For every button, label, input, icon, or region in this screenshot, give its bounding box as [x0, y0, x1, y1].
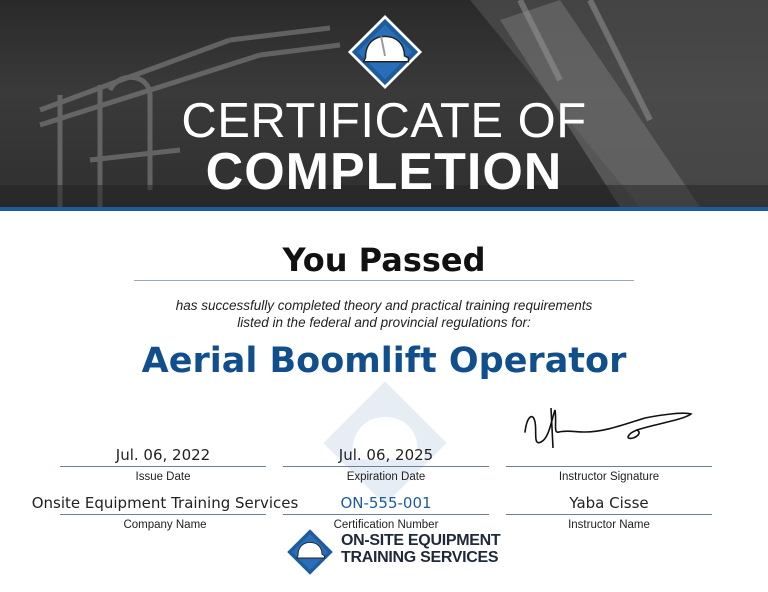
- instructor-name-field: [506, 493, 712, 532]
- footer-brand-line1: ON-SITE EQUIPMENT: [341, 532, 501, 549]
- expiration-date-label: Expiration Date: [346, 471, 426, 483]
- issue-date-value: Jul. 06, 2022: [115, 446, 211, 464]
- certification-number-line: [283, 514, 489, 515]
- certificate-title-line1: CERTIFICATE OF: [181, 94, 587, 148]
- certification-number-label: Certification Number: [333, 519, 439, 531]
- instructor-signature-field: [506, 445, 712, 484]
- company-name-field: [30, 493, 300, 532]
- header-divider: [0, 207, 768, 211]
- instructor-name-label: Instructor Name: [568, 519, 650, 531]
- course-title: Aerial Boomlift Operator: [141, 341, 627, 381]
- instructor-name-value: Yaba Cisse: [569, 494, 649, 512]
- header-banner: [0, 0, 768, 207]
- company-name-line: [60, 514, 266, 515]
- certification-number-value: ON-555-001: [340, 494, 432, 512]
- instructor-signature-label: Instructor Signature: [558, 471, 660, 483]
- statement-line-1: has successfully completed theory and practical training requirements: [175, 298, 593, 313]
- footer-brand: [341, 532, 500, 566]
- instructor-signature-line: [506, 466, 712, 467]
- certification-number-field: [283, 493, 489, 532]
- instructor-name-line: [506, 514, 712, 515]
- certificate-title-line2: COMPLETION: [205, 143, 563, 201]
- expiration-date-line: [283, 466, 489, 467]
- issue-date-label: Issue Date: [135, 471, 191, 483]
- completion-statement: [0, 297, 768, 331]
- company-name-value: Onsite Equipment Training Services: [31, 494, 299, 512]
- expiration-date-value: Jul. 06, 2025: [338, 446, 434, 464]
- hard-hat-diamond-icon: [346, 12, 424, 92]
- company-name-label: Company Name: [123, 519, 207, 531]
- hard-hat-diamond-icon: [286, 528, 334, 576]
- recipient-name: You Passed: [282, 241, 486, 279]
- issue-date-field: [60, 445, 266, 484]
- expiration-date-field: [283, 445, 489, 484]
- statement-line-2: listed in the federal and provincial regulations for:: [237, 315, 531, 330]
- issue-date-line: [60, 466, 266, 467]
- footer-brand-line2: TRAINING SERVICES: [341, 549, 499, 566]
- instructor-signature-value: [506, 445, 712, 465]
- hard-hat-watermark-icon: [320, 378, 450, 508]
- recipient-underline: [134, 280, 634, 281]
